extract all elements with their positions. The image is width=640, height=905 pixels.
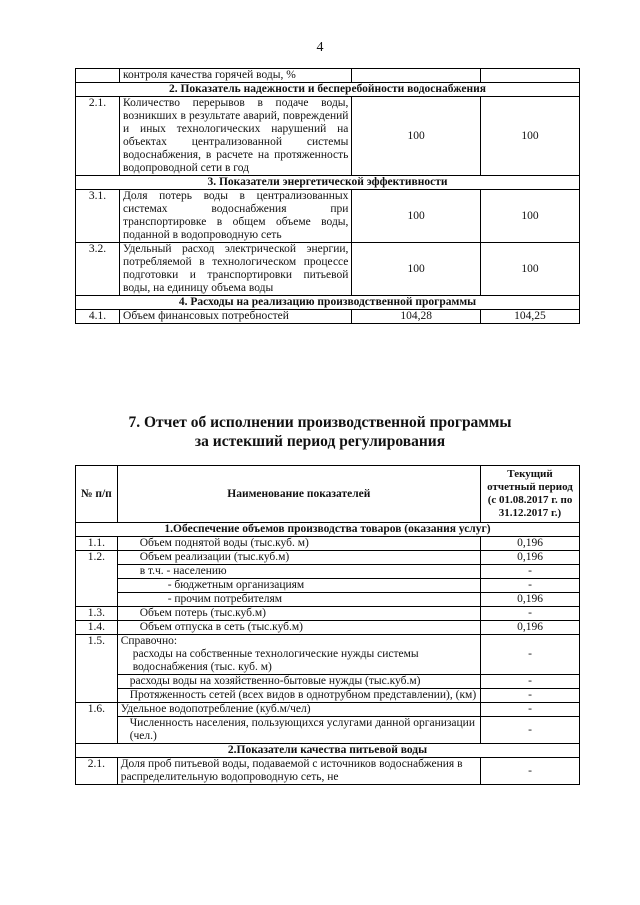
row-name: Объем потерь (тыс.куб.м) [117, 607, 480, 621]
table-row [76, 190, 580, 243]
row-name: Удельное водопотребление (куб.м/чел) [117, 703, 480, 717]
row-name: Объем поднятой воды (тыс.куб. м) [117, 537, 480, 551]
table-row [76, 593, 580, 607]
report-table [75, 465, 580, 785]
row-name: Доля проб питьевой воды, подаваемой с источников водоснабжения в распределительную водопроводную сеть, не [117, 758, 480, 785]
row-name: - прочим потребителям [117, 593, 480, 607]
row-value-1: 104,28 [352, 310, 481, 324]
row-value: - [481, 579, 580, 593]
row-name: Протяженность сетей (всех видов в однотрубном представлении), (км) [117, 689, 480, 703]
indicators-table [75, 68, 580, 324]
row-name-body: расходы на собственные технологические нужды системы водоснабжения (тыс. куб. м) [132, 648, 419, 673]
row-value: 0,196 [481, 537, 580, 551]
row-name: Численность населения, пользующихся услугами данной организации (чел.) [117, 717, 480, 744]
header-name: Наименование показателей [117, 466, 480, 523]
row-value: 0,196 [481, 551, 580, 565]
table-row [76, 703, 580, 717]
row-value-2: 100 [480, 243, 579, 296]
row-num: 2.1. [76, 758, 118, 785]
row-value: - [481, 758, 580, 785]
row-value-2: 100 [480, 190, 579, 243]
row-value: 0,196 [481, 621, 580, 635]
row-num: 1.2. [76, 551, 118, 565]
page-number: 4 [316, 40, 324, 55]
table-row [76, 243, 580, 296]
section-row [76, 523, 580, 537]
section-label: 2.Показатели качества питьевой воды [76, 744, 580, 758]
row-value: - [481, 689, 580, 703]
row-num [76, 69, 120, 83]
section-7-title-line1: 7. Отчет об исполнении производственной программы [128, 414, 512, 431]
row-value: - [481, 703, 580, 717]
row-num: 1.1. [76, 537, 118, 551]
row-num: 1.5. [76, 635, 118, 675]
table-row [76, 537, 580, 551]
row-value: - [481, 717, 580, 744]
row-num: 2.1. [76, 97, 120, 176]
row-name: Объем отпуска в сеть (тыс.куб.м) [117, 621, 480, 635]
section-label: 4. Расходы на реализацию производственной программы [76, 296, 580, 310]
row-name: в т.ч. - населению [117, 565, 480, 579]
table-row [76, 310, 580, 324]
row-value: - [481, 565, 580, 579]
row-value-1: 100 [352, 97, 481, 176]
row-name-head: Справочно: [120, 635, 178, 647]
section-row [76, 744, 580, 758]
section-label: 1.Обеспечение объемов производства товаров (оказания услуг) [76, 523, 580, 537]
row-value: - [481, 675, 580, 689]
row-name: Объем реализации (тыс.куб.м) [117, 551, 480, 565]
section-label: 3. Показатели энергетической эффективности [76, 176, 580, 190]
row-value: - [481, 607, 580, 621]
row-num: 1.3. [76, 607, 118, 621]
header-num: № п/п [76, 466, 118, 523]
row-num: 3.2. [76, 243, 120, 296]
section-7-title [0, 413, 640, 451]
row-name: контроля качества горячей воды, % [120, 69, 352, 83]
row-value-1: 100 [352, 243, 481, 296]
table-row [76, 607, 580, 621]
table-row [76, 675, 580, 689]
row-num: 3.1. [76, 190, 120, 243]
header-period: Текущий отчетный период (с 01.08.2017 г. по 31.12.2017 г.) [481, 466, 580, 523]
row-num: 1.4. [76, 621, 118, 635]
row-value-2: 100 [480, 97, 579, 176]
row-name: Доля потерь воды в централизованных системах водоснабжения при транспортировке в общем объеме воды, поданной в водопроводную сеть [120, 190, 352, 243]
table-row [76, 621, 580, 635]
table-row [76, 97, 580, 176]
row-name: Объем финансовых потребностей [120, 310, 352, 324]
row-value-2: 104,25 [480, 310, 579, 324]
section-label: 2. Показатель надежности и бесперебойности водоснабжения [76, 83, 580, 97]
table-row [76, 565, 580, 579]
row-value: 0,196 [481, 593, 580, 607]
row-name: Удельный расход электрической энергии, потребляемой в технологическом процессе подготовки и транспортировки питьевой воды, на единицу объема воды [120, 243, 352, 296]
section-7-title-line2: за истекший период регулирования [194, 433, 446, 450]
row-name: - бюджетным организациям [117, 579, 480, 593]
row-name: расходы воды на хозяйственно-бытовые нужды (тыс.куб.м) [117, 675, 480, 689]
section-row [76, 296, 580, 310]
row-num: 1.6. [76, 703, 118, 717]
table-row [76, 635, 580, 675]
row-name [117, 635, 480, 675]
table-row [76, 69, 580, 83]
row-name: Количество перерывов в подаче воды, возникших в результате аварий, повреждений и иных технологических нарушений на объектах централизованной системы водоснабжения, в расчете на протяженность водопроводной сети в год [120, 97, 352, 176]
row-value-2 [480, 69, 579, 83]
table-row [76, 689, 580, 703]
row-value-1: 100 [352, 190, 481, 243]
table-header-row [76, 466, 580, 523]
row-value-1 [352, 69, 481, 83]
row-num: 4.1. [76, 310, 120, 324]
table-row [76, 551, 580, 565]
table-row [76, 717, 580, 744]
row-value: - [481, 635, 580, 675]
section-row [76, 176, 580, 190]
table-row [76, 579, 580, 593]
table-row [76, 758, 580, 785]
section-row [76, 83, 580, 97]
